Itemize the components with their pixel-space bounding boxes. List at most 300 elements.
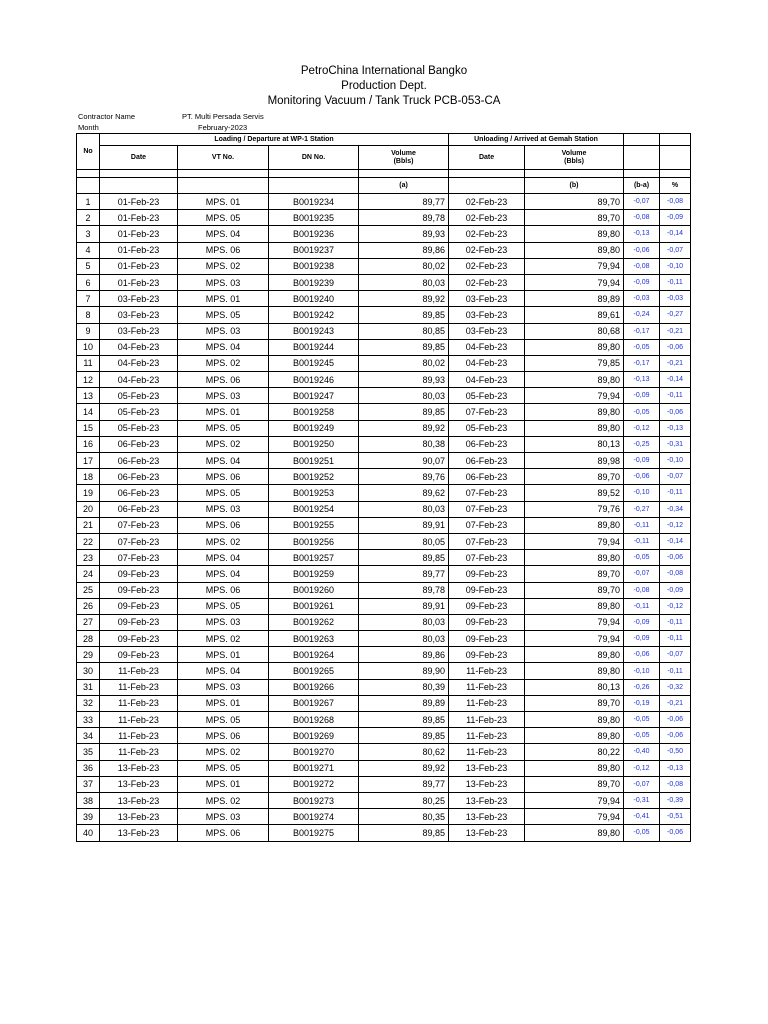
row-no: 29 (77, 647, 100, 663)
dn-no: B0019270 (269, 744, 359, 760)
diff-ba: -0,09 (624, 388, 660, 404)
loading-date: 13-Feb-23 (100, 809, 178, 825)
vt-no: MPS. 06 (178, 825, 269, 841)
header-volume-unloading: Volume (Bbls) (525, 146, 624, 170)
loading-date: 09-Feb-23 (100, 582, 178, 598)
table-row (77, 663, 691, 679)
vt-no: MPS. 06 (178, 582, 269, 598)
diff-pct: -0,10 (660, 453, 691, 469)
diff-pct: -0,12 (660, 517, 691, 533)
table-row (77, 291, 691, 307)
volume-a: 89,85 (359, 728, 449, 744)
volume-b: 79,94 (525, 809, 624, 825)
contractor-value: PT. Multi Persada Servis (182, 112, 264, 121)
volume-a: 89,77 (359, 194, 449, 210)
dn-no: B0019265 (269, 663, 359, 679)
diff-pct: -0,08 (660, 194, 691, 210)
table-row (77, 566, 691, 582)
vt-no: MPS. 04 (178, 566, 269, 582)
unload-date: 02-Feb-23 (449, 210, 525, 226)
volume-a: 80,38 (359, 436, 449, 452)
table-row (77, 712, 691, 728)
diff-ba: -0,05 (624, 339, 660, 355)
diff-ba: -0,12 (624, 420, 660, 436)
loading-date: 13-Feb-23 (100, 776, 178, 792)
header-a: (a) (359, 178, 449, 194)
volume-b: 79,94 (525, 614, 624, 630)
volume-a: 89,86 (359, 647, 449, 663)
vt-no: MPS. 05 (178, 420, 269, 436)
row-no: 35 (77, 744, 100, 760)
row-no: 21 (77, 517, 100, 533)
vt-no: MPS. 03 (178, 614, 269, 630)
loading-date: 11-Feb-23 (100, 744, 178, 760)
volume-a: 89,91 (359, 598, 449, 614)
volume-b: 89,70 (525, 210, 624, 226)
diff-pct: -0,11 (660, 614, 691, 630)
diff-pct: -0,08 (660, 776, 691, 792)
volume-a: 80,39 (359, 679, 449, 695)
diff-pct: -0,11 (660, 631, 691, 647)
table-row (77, 469, 691, 485)
volume-b: 89,80 (525, 663, 624, 679)
row-no: 10 (77, 339, 100, 355)
dn-no: B0019262 (269, 614, 359, 630)
diff-ba: -0,08 (624, 258, 660, 274)
vt-no: MPS. 01 (178, 194, 269, 210)
row-no: 3 (77, 226, 100, 242)
diff-ba: -0,08 (624, 210, 660, 226)
report-title: Monitoring Vacuum / Tank Truck PCB-053-CA (267, 95, 501, 107)
volume-a: 89,85 (359, 339, 449, 355)
volume-b: 79,85 (525, 355, 624, 371)
volume-b: 79,94 (525, 792, 624, 808)
row-no: 15 (77, 420, 100, 436)
diff-ba: -0,05 (624, 728, 660, 744)
header-empty (624, 134, 660, 146)
vt-no: MPS. 02 (178, 258, 269, 274)
volume-a: 89,93 (359, 372, 449, 388)
vt-no: MPS. 01 (178, 291, 269, 307)
unload-date: 09-Feb-23 (449, 647, 525, 663)
volume-a: 89,85 (359, 307, 449, 323)
diff-pct: -0,03 (660, 291, 691, 307)
table-row (77, 647, 691, 663)
volume-a: 80,25 (359, 792, 449, 808)
loading-date: 05-Feb-23 (100, 420, 178, 436)
unload-date: 02-Feb-23 (449, 226, 525, 242)
dn-no: B0019249 (269, 420, 359, 436)
diff-pct: -0,08 (660, 566, 691, 582)
diff-ba: -0,31 (624, 792, 660, 808)
row-no: 30 (77, 663, 100, 679)
volume-a: 80,03 (359, 274, 449, 290)
header-vt-no: VT No. (178, 146, 269, 170)
unload-date: 11-Feb-23 (449, 744, 525, 760)
volume-a: 89,92 (359, 420, 449, 436)
unload-date: 05-Feb-23 (449, 388, 525, 404)
table-row (77, 323, 691, 339)
row-no: 39 (77, 809, 100, 825)
volume-b: 89,70 (525, 582, 624, 598)
volume-b: 79,94 (525, 631, 624, 647)
loading-date: 11-Feb-23 (100, 663, 178, 679)
loading-date: 05-Feb-23 (100, 388, 178, 404)
volume-a: 80,85 (359, 323, 449, 339)
report-titles (0, 64, 768, 109)
loading-date: 06-Feb-23 (100, 436, 178, 452)
volume-b: 89,80 (525, 226, 624, 242)
volume-b: 79,94 (525, 533, 624, 549)
loading-date: 09-Feb-23 (100, 647, 178, 663)
month-value: February-2023 (198, 123, 248, 132)
company-title: PetroChina International Bangko (300, 65, 468, 77)
diff-ba: -0,17 (624, 323, 660, 339)
volume-b: 80,13 (525, 679, 624, 695)
volume-b: 89,80 (525, 550, 624, 566)
volume-b: 89,89 (525, 291, 624, 307)
vt-no: MPS. 01 (178, 776, 269, 792)
table-row (77, 372, 691, 388)
loading-date: 13-Feb-23 (100, 825, 178, 841)
unload-date: 04-Feb-23 (449, 355, 525, 371)
volume-b: 89,98 (525, 453, 624, 469)
table-row (77, 695, 691, 711)
diff-ba: -0,10 (624, 485, 660, 501)
table-row (77, 825, 691, 841)
vt-no: MPS. 05 (178, 307, 269, 323)
diff-ba: -0,07 (624, 194, 660, 210)
volume-b: 89,80 (525, 372, 624, 388)
row-no: 12 (77, 372, 100, 388)
dn-no: B0019271 (269, 760, 359, 776)
loading-date: 04-Feb-23 (100, 339, 178, 355)
vt-no: MPS. 02 (178, 436, 269, 452)
unload-date: 06-Feb-23 (449, 453, 525, 469)
dn-no: B0019237 (269, 242, 359, 258)
diff-ba: -0,07 (624, 566, 660, 582)
volume-b: 79,76 (525, 501, 624, 517)
unload-date: 13-Feb-23 (449, 825, 525, 841)
header-volume-loading: Volume (Bbls) (359, 146, 449, 170)
unload-date: 07-Feb-23 (449, 533, 525, 549)
dn-no: B0019267 (269, 695, 359, 711)
unload-date: 04-Feb-23 (449, 372, 525, 388)
header-dn-no: DN No. (269, 146, 359, 170)
unload-date: 13-Feb-23 (449, 792, 525, 808)
volume-b: 89,80 (525, 339, 624, 355)
volume-a: 89,86 (359, 242, 449, 258)
diff-ba: -0,27 (624, 501, 660, 517)
row-no: 8 (77, 307, 100, 323)
volume-b: 89,70 (525, 776, 624, 792)
volume-b: 89,80 (525, 825, 624, 841)
dn-no: B0019242 (269, 307, 359, 323)
volume-b: 89,80 (525, 420, 624, 436)
dn-no: B0019274 (269, 809, 359, 825)
volume-a: 89,85 (359, 712, 449, 728)
dn-no: B0019247 (269, 388, 359, 404)
diff-ba: -0,25 (624, 436, 660, 452)
row-no: 11 (77, 355, 100, 371)
vt-no: MPS. 03 (178, 388, 269, 404)
table-row (77, 453, 691, 469)
loading-date: 01-Feb-23 (100, 194, 178, 210)
volume-b: 79,94 (525, 388, 624, 404)
diff-pct: -0,32 (660, 679, 691, 695)
vt-no: MPS. 05 (178, 760, 269, 776)
unload-date: 11-Feb-23 (449, 728, 525, 744)
volume-a: 80,05 (359, 533, 449, 549)
loading-date: 06-Feb-23 (100, 485, 178, 501)
diff-ba: -0,17 (624, 355, 660, 371)
table-row (77, 388, 691, 404)
vt-no: MPS. 03 (178, 679, 269, 695)
dn-no: B0019263 (269, 631, 359, 647)
volume-a: 80,03 (359, 614, 449, 630)
header-empty (660, 134, 691, 146)
dn-no: B0019239 (269, 274, 359, 290)
unload-date: 05-Feb-23 (449, 420, 525, 436)
loading-date: 01-Feb-23 (100, 242, 178, 258)
unload-date: 07-Feb-23 (449, 550, 525, 566)
unload-date: 09-Feb-23 (449, 614, 525, 630)
diff-ba: -0,06 (624, 647, 660, 663)
loading-date: 04-Feb-23 (100, 355, 178, 371)
table-row (77, 550, 691, 566)
table-row (77, 485, 691, 501)
vt-no: MPS. 04 (178, 453, 269, 469)
loading-date: 03-Feb-23 (100, 291, 178, 307)
diff-ba: -0,13 (624, 226, 660, 242)
row-no: 34 (77, 728, 100, 744)
volume-a: 89,90 (359, 663, 449, 679)
vt-no: MPS. 02 (178, 533, 269, 549)
dn-no: B0019240 (269, 291, 359, 307)
dn-no: B0019236 (269, 226, 359, 242)
row-no: 22 (77, 533, 100, 549)
row-no: 26 (77, 598, 100, 614)
diff-pct: -0,09 (660, 210, 691, 226)
row-no: 33 (77, 712, 100, 728)
diff-ba: -0,10 (624, 663, 660, 679)
volume-a: 89,78 (359, 210, 449, 226)
diff-ba: -0,40 (624, 744, 660, 760)
volume-b: 79,94 (525, 274, 624, 290)
volume-a: 89,77 (359, 566, 449, 582)
table-row (77, 307, 691, 323)
dn-no: B0019257 (269, 550, 359, 566)
volume-a: 80,02 (359, 355, 449, 371)
header-no: No (77, 134, 100, 170)
table-row (77, 760, 691, 776)
unload-date: 09-Feb-23 (449, 631, 525, 647)
unload-date: 03-Feb-23 (449, 291, 525, 307)
diff-ba: -0,06 (624, 469, 660, 485)
table-row (77, 614, 691, 630)
unload-date: 06-Feb-23 (449, 436, 525, 452)
diff-pct: -0,06 (660, 404, 691, 420)
volume-b: 89,80 (525, 760, 624, 776)
row-no: 36 (77, 760, 100, 776)
diff-pct: -0,50 (660, 744, 691, 760)
vt-no: MPS. 04 (178, 339, 269, 355)
dn-no: B0019245 (269, 355, 359, 371)
diff-pct: -0,09 (660, 582, 691, 598)
row-no: 31 (77, 679, 100, 695)
loading-date: 07-Feb-23 (100, 517, 178, 533)
dn-no: B0019246 (269, 372, 359, 388)
volume-b: 80,13 (525, 436, 624, 452)
row-no: 32 (77, 695, 100, 711)
volume-a: 89,62 (359, 485, 449, 501)
dn-no: B0019269 (269, 728, 359, 744)
unload-date: 03-Feb-23 (449, 323, 525, 339)
header-unloading-group: Unloading / Arrived at Gemah Station (449, 134, 624, 146)
dn-no: B0019259 (269, 566, 359, 582)
diff-ba: -0,11 (624, 517, 660, 533)
table-row (77, 258, 691, 274)
table-row (77, 501, 691, 517)
diff-pct: -0,06 (660, 728, 691, 744)
vt-no: MPS. 06 (178, 728, 269, 744)
row-no: 17 (77, 453, 100, 469)
unload-date: 02-Feb-23 (449, 274, 525, 290)
unload-date: 07-Feb-23 (449, 485, 525, 501)
vt-no: MPS. 03 (178, 323, 269, 339)
vt-no: MPS. 02 (178, 631, 269, 647)
unload-date: 11-Feb-23 (449, 695, 525, 711)
volume-a: 80,03 (359, 631, 449, 647)
dn-no: B0019255 (269, 517, 359, 533)
loading-date: 03-Feb-23 (100, 323, 178, 339)
diff-pct: -0,13 (660, 420, 691, 436)
volume-b: 80,22 (525, 744, 624, 760)
volume-a: 89,92 (359, 291, 449, 307)
row-no: 2 (77, 210, 100, 226)
diff-pct: -0,13 (660, 760, 691, 776)
row-no: 7 (77, 291, 100, 307)
department-title: Production Dept. (341, 80, 427, 92)
diff-pct: -0,31 (660, 436, 691, 452)
diff-pct: -0,14 (660, 226, 691, 242)
diff-pct: -0,11 (660, 388, 691, 404)
diff-ba: -0,09 (624, 631, 660, 647)
volume-a: 89,85 (359, 825, 449, 841)
volume-b: 89,80 (525, 728, 624, 744)
loading-date: 11-Feb-23 (100, 712, 178, 728)
unload-date: 06-Feb-23 (449, 469, 525, 485)
volume-a: 80,35 (359, 809, 449, 825)
dn-no: B0019244 (269, 339, 359, 355)
volume-b: 89,70 (525, 469, 624, 485)
diff-pct: -0,06 (660, 712, 691, 728)
dn-no: B0019243 (269, 323, 359, 339)
volume-a: 89,77 (359, 776, 449, 792)
unload-date: 11-Feb-23 (449, 663, 525, 679)
diff-pct: -0,07 (660, 469, 691, 485)
dn-no: B0019253 (269, 485, 359, 501)
diff-ba: -0,12 (624, 760, 660, 776)
diff-pct: -0,21 (660, 323, 691, 339)
monitoring-table (76, 133, 691, 842)
table-row (77, 436, 691, 452)
table-row (77, 226, 691, 242)
volume-b: 80,68 (525, 323, 624, 339)
diff-ba: -0,09 (624, 614, 660, 630)
table-row (77, 404, 691, 420)
diff-ba: -0,09 (624, 453, 660, 469)
row-no: 40 (77, 825, 100, 841)
row-no: 18 (77, 469, 100, 485)
diff-ba: -0,05 (624, 825, 660, 841)
dn-no: B0019252 (269, 469, 359, 485)
row-no: 9 (77, 323, 100, 339)
diff-pct: -0,39 (660, 792, 691, 808)
dn-no: B0019272 (269, 776, 359, 792)
table-row (77, 194, 691, 210)
vt-no: MPS. 02 (178, 355, 269, 371)
volume-a: 89,85 (359, 404, 449, 420)
loading-date: 13-Feb-23 (100, 760, 178, 776)
dn-no: B0019264 (269, 647, 359, 663)
vt-no: MPS. 02 (178, 792, 269, 808)
volume-b: 89,80 (525, 404, 624, 420)
vt-no: MPS. 05 (178, 712, 269, 728)
vt-no: MPS. 05 (178, 485, 269, 501)
unload-date: 07-Feb-23 (449, 501, 525, 517)
dn-no: B0019273 (269, 792, 359, 808)
row-no: 5 (77, 258, 100, 274)
row-no: 38 (77, 792, 100, 808)
volume-a: 89,89 (359, 695, 449, 711)
diff-ba: -0,05 (624, 550, 660, 566)
vt-no: MPS. 04 (178, 226, 269, 242)
table-row (77, 274, 691, 290)
diff-pct: -0,07 (660, 242, 691, 258)
volume-a: 89,92 (359, 760, 449, 776)
vt-no: MPS. 04 (178, 663, 269, 679)
vt-no: MPS. 03 (178, 501, 269, 517)
unload-date: 11-Feb-23 (449, 712, 525, 728)
table-row (77, 631, 691, 647)
vt-no: MPS. 06 (178, 469, 269, 485)
diff-pct: -0,12 (660, 598, 691, 614)
volume-a: 89,85 (359, 550, 449, 566)
diff-ba: -0,24 (624, 307, 660, 323)
volume-b: 79,94 (525, 258, 624, 274)
diff-ba: -0,05 (624, 404, 660, 420)
unload-date: 07-Feb-23 (449, 517, 525, 533)
loading-date: 01-Feb-23 (100, 258, 178, 274)
volume-a: 80,02 (359, 258, 449, 274)
volume-b: 89,80 (525, 242, 624, 258)
table-row (77, 679, 691, 695)
unload-date: 09-Feb-23 (449, 598, 525, 614)
loading-date: 13-Feb-23 (100, 792, 178, 808)
loading-date: 09-Feb-23 (100, 614, 178, 630)
diff-pct: -0,07 (660, 647, 691, 663)
header-pct: % (660, 178, 691, 194)
row-no: 16 (77, 436, 100, 452)
unload-date: 07-Feb-23 (449, 404, 525, 420)
diff-ba: -0,06 (624, 242, 660, 258)
table-row (77, 533, 691, 549)
diff-ba: -0,03 (624, 291, 660, 307)
table-row (77, 339, 691, 355)
loading-date: 06-Feb-23 (100, 453, 178, 469)
diff-ba: -0,41 (624, 809, 660, 825)
